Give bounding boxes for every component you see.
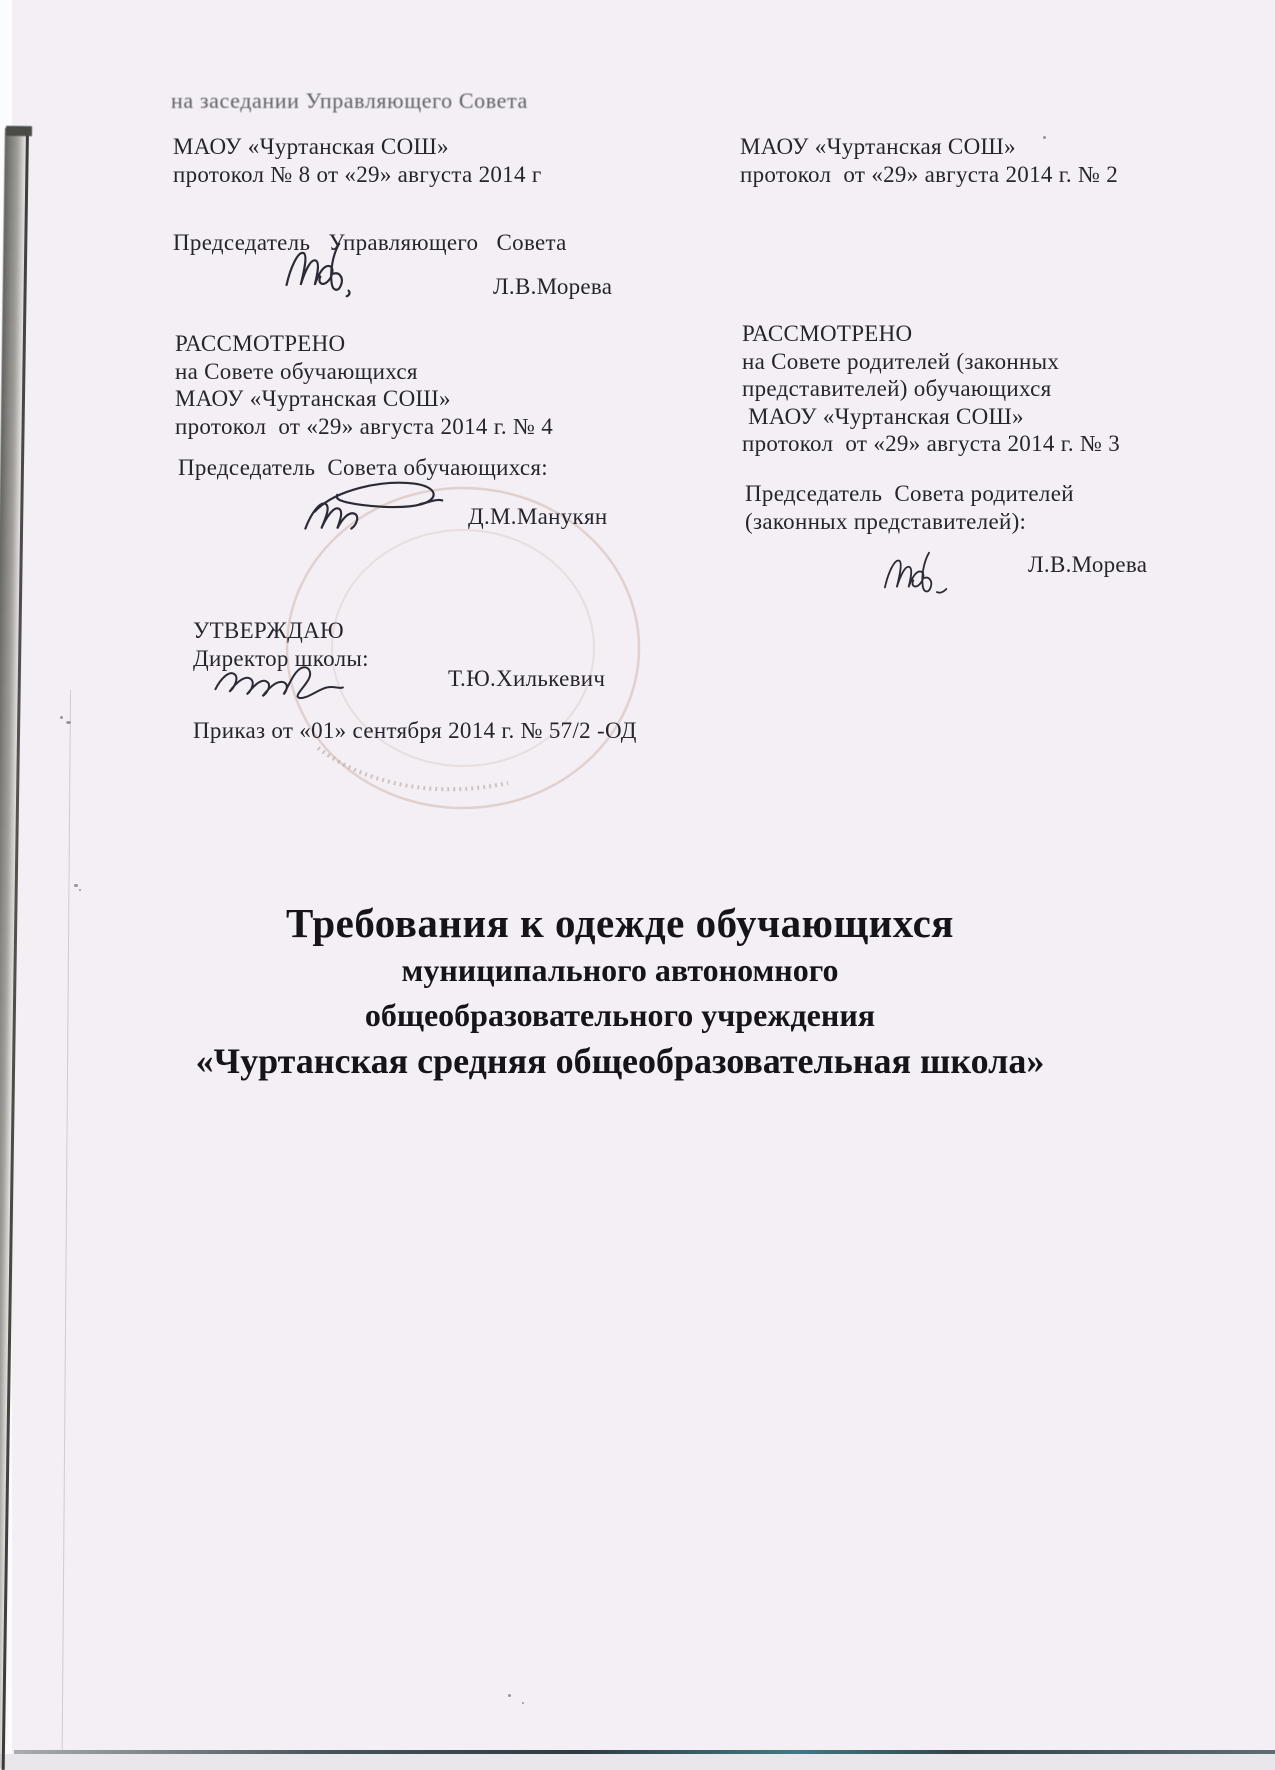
title-line-2: муниципального автономного	[401, 952, 839, 988]
title-line-4: «Чуртанская средняя общеобразовательная школа»	[195, 1041, 1045, 1081]
agreed-right-block	[740, 133, 1118, 189]
scan-bottom-edge	[14, 1750, 1275, 1754]
org-name: МАОУ «Чуртанская СОШ»	[173, 134, 449, 159]
ink-speck	[522, 1702, 524, 1704]
clipped-top-line: на заседании Управляющего Совета	[171, 88, 528, 113]
scan-torn-edge-top	[6, 126, 32, 136]
approved-heading: УТВЕРЖДАЮ	[193, 618, 344, 643]
chair-students-council-name: Д.М.Манукян	[468, 504, 608, 529]
signature-moreva-parents	[878, 548, 958, 600]
chair-governing-council-name: Л.В.Морева	[493, 274, 613, 299]
order-line: Приказ от «01» сентября 2014 г. № 57/2 -ОД	[193, 718, 637, 743]
org-name: МАОУ «Чуртанская СОШ»	[740, 134, 1016, 159]
reviewed-heading: РАССМОТРЕНО	[175, 331, 346, 356]
reviewed-students-block: РАССМОТРЕНО на Совете обучающихся МАОУ «Чуртанская СОШ» протокол от «29» августа 2014 г. № 4	[175, 331, 554, 439]
protocol-line: протокол № 8 от «29» августа 2014 г	[173, 162, 542, 187]
paper-crease	[62, 690, 71, 1750]
signature-manukyan	[296, 476, 446, 538]
title-line-1: Требования к одежде обучающихся	[286, 900, 954, 946]
ink-speck	[66, 721, 71, 724]
chair-governing-council-title: Председатель Управляющего Совета	[173, 230, 567, 255]
ink-speck	[508, 1694, 511, 1697]
protocol-line: протокол от «29» августа 2014 г. № 2	[740, 162, 1119, 187]
agreed-left-block	[173, 133, 542, 189]
reviewed-parents-block: РАССМОТРЕНО на Совете родителей (законных представителей) обучающихся МАОУ «Чуртанская СОШ» протокол от «29» августа 2014 г. № 3	[742, 321, 1121, 456]
document-title	[45, 898, 1195, 1085]
ink-speck	[60, 716, 63, 719]
ink-speck	[74, 884, 78, 887]
chair-parents-council-name: Л.В.Морева	[1028, 552, 1148, 577]
reviewed-heading: РАССМОТРЕНО	[742, 321, 913, 346]
director-role: Директор школы:	[193, 646, 369, 671]
signature-khilkevich	[200, 656, 360, 704]
signature-moreva	[278, 238, 374, 300]
director-name: Т.Ю.Хилькевич	[448, 666, 606, 691]
chair-students-council-title: Председатель Совета обучающихся:	[178, 455, 548, 480]
chair-parents-council-title: Председатель Совета родителей (законных представителей):	[745, 481, 1074, 534]
ink-speck	[79, 889, 81, 891]
title-line-3: общеобразовательного учреждения	[364, 997, 876, 1033]
